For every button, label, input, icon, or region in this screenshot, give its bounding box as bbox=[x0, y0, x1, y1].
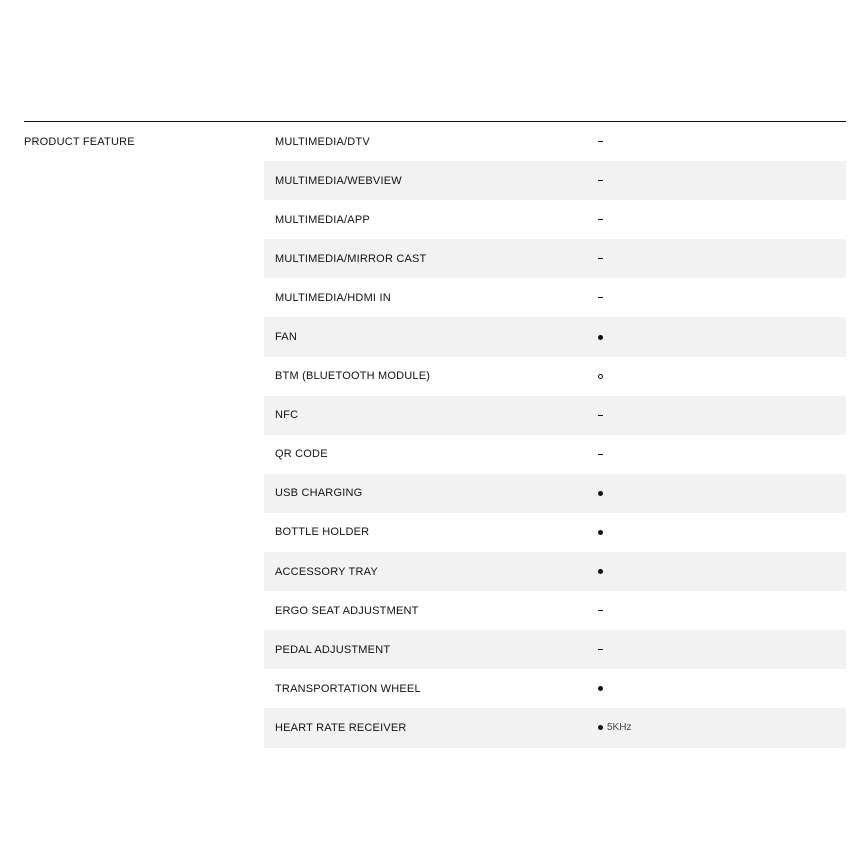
dash-icon bbox=[598, 454, 603, 455]
table-row bbox=[264, 200, 846, 239]
feature-value bbox=[598, 141, 603, 142]
feature-name: MULTIMEDIA/HDMI IN bbox=[275, 291, 391, 304]
feature-note: 5KHz bbox=[607, 722, 632, 734]
section-label: PRODUCT FEATURE bbox=[24, 135, 135, 148]
filled-dot-icon bbox=[598, 725, 603, 730]
dash-icon bbox=[598, 141, 603, 142]
feature-name: HEART RATE RECEIVER bbox=[275, 721, 407, 734]
table-row bbox=[264, 552, 846, 591]
feature-value bbox=[598, 415, 603, 416]
feature-value bbox=[598, 722, 631, 733]
table-row bbox=[264, 317, 846, 356]
dash-icon bbox=[598, 219, 603, 220]
feature-name: MULTIMEDIA/WEBVIEW bbox=[275, 174, 402, 187]
table-row bbox=[264, 435, 846, 474]
feature-value bbox=[598, 335, 603, 340]
feature-name: ERGO SEAT ADJUSTMENT bbox=[275, 604, 419, 617]
table-row bbox=[264, 669, 846, 708]
filled-dot-icon bbox=[598, 530, 603, 535]
feature-name: BTM (BLUETOOTH MODULE) bbox=[275, 370, 431, 383]
feature-name: MULTIMEDIA/MIRROR CAST bbox=[275, 252, 427, 265]
feature-value bbox=[598, 610, 603, 611]
feature-value bbox=[598, 374, 603, 379]
table-row bbox=[264, 474, 846, 513]
dash-icon bbox=[598, 415, 603, 416]
table-row bbox=[264, 396, 846, 435]
feature-value bbox=[598, 180, 603, 181]
dash-icon bbox=[598, 297, 603, 298]
filled-dot-icon bbox=[598, 491, 603, 496]
dash-icon bbox=[598, 258, 603, 259]
table-row bbox=[264, 357, 846, 396]
feature-value bbox=[598, 258, 603, 259]
filled-dot-icon bbox=[598, 335, 603, 340]
dash-icon bbox=[598, 180, 603, 181]
hollow-dot-icon bbox=[598, 374, 603, 379]
feature-name: BOTTLE HOLDER bbox=[275, 526, 370, 539]
feature-rows bbox=[264, 122, 846, 748]
table-row bbox=[264, 122, 846, 161]
feature-value bbox=[598, 530, 603, 535]
filled-dot-icon bbox=[598, 569, 603, 574]
feature-name: PEDAL ADJUSTMENT bbox=[275, 643, 391, 656]
table-row bbox=[264, 630, 846, 669]
feature-value bbox=[598, 686, 603, 691]
feature-value bbox=[598, 491, 603, 496]
table-row bbox=[264, 239, 846, 278]
feature-name: FAN bbox=[275, 331, 297, 344]
feature-name: NFC bbox=[275, 409, 299, 422]
feature-value bbox=[598, 454, 603, 455]
dash-icon bbox=[598, 610, 603, 611]
spec-table bbox=[24, 121, 846, 734]
feature-name: QR CODE bbox=[275, 448, 328, 461]
feature-value bbox=[598, 297, 603, 298]
table-row bbox=[264, 278, 846, 317]
feature-name: TRANSPORTATION WHEEL bbox=[275, 682, 421, 695]
filled-dot-icon bbox=[598, 686, 603, 691]
feature-value bbox=[598, 569, 603, 574]
feature-name: USB CHARGING bbox=[275, 487, 363, 500]
feature-value bbox=[598, 219, 603, 220]
feature-name: MULTIMEDIA/APP bbox=[275, 213, 370, 226]
table-row bbox=[264, 591, 846, 630]
feature-name: ACCESSORY TRAY bbox=[275, 565, 378, 578]
table-row bbox=[264, 513, 846, 552]
table-row bbox=[264, 161, 846, 200]
dash-icon bbox=[598, 649, 603, 650]
feature-value bbox=[598, 649, 603, 650]
table-row bbox=[264, 708, 846, 747]
feature-name: MULTIMEDIA/DTV bbox=[275, 135, 370, 148]
